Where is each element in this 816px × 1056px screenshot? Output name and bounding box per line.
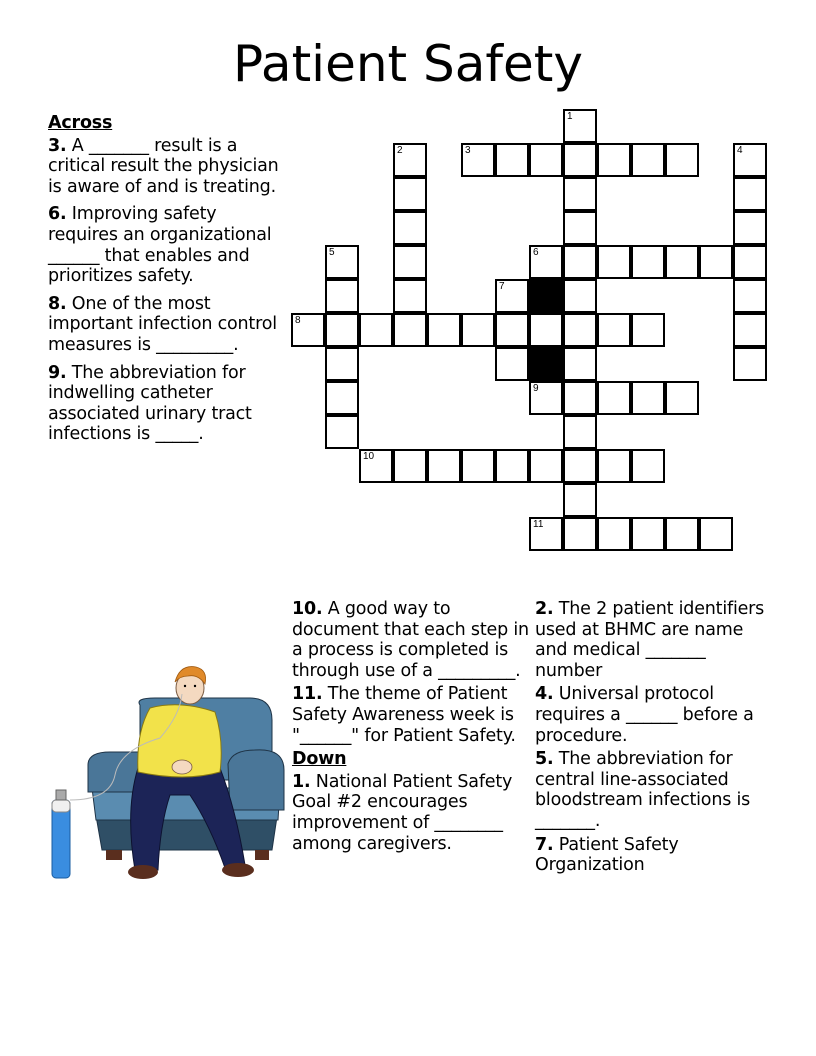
grid-cell[interactable]: [291, 313, 325, 347]
across-clues-column: [48, 113, 288, 452]
grid-cell[interactable]: [563, 245, 597, 279]
clue-number-label: 7: [499, 281, 505, 292]
grid-cell[interactable]: [427, 313, 461, 347]
clue-number-label: 11: [533, 519, 544, 530]
grid-cell[interactable]: [393, 245, 427, 279]
grid-cell[interactable]: [597, 381, 631, 415]
grid-cell[interactable]: [733, 313, 767, 347]
grid-cell[interactable]: [665, 245, 699, 279]
grid-cell[interactable]: [529, 517, 563, 551]
clues-right-column: [535, 599, 775, 879]
clue-across-6: 6. Improving safety requires an organizational ______ that enables and prioritizes safety.: [48, 204, 272, 287]
clue-number-label: 6: [533, 247, 539, 258]
grid-cell[interactable]: [733, 347, 767, 381]
grid-cell[interactable]: [495, 449, 529, 483]
grid-cell[interactable]: [495, 143, 529, 177]
grid-cell[interactable]: [699, 245, 733, 279]
grid-cell[interactable]: [427, 449, 461, 483]
grid-cell[interactable]: [631, 143, 665, 177]
clue-down-2: 2. The 2 patient identifiers used at BHMC are name and medical _______ number: [535, 599, 765, 681]
clue-across-11: 11. The theme of Patient Safety Awareness week is "______" for Patient Safety.: [292, 684, 516, 746]
grid-cell[interactable]: [733, 177, 767, 211]
clues-middle-column: [292, 599, 532, 857]
grid-cell[interactable]: [563, 347, 597, 381]
grid-cell[interactable]: [393, 449, 427, 483]
grid-cell[interactable]: [563, 177, 597, 211]
clue-down-7: 7. Patient Safety Organization: [535, 834, 679, 876]
grid-cell[interactable]: [529, 381, 563, 415]
grid-cell[interactable]: [665, 381, 699, 415]
clue-across-10: 10. A good way to document that each step in a process is completed is through use of a _________.: [292, 599, 529, 681]
clue-number-label: 9: [533, 383, 539, 394]
grid-cell[interactable]: [631, 245, 665, 279]
grid-cell[interactable]: [597, 313, 631, 347]
clue-across-9: 9. The abbreviation for indwelling catheter associated urinary tract infections is _____.: [48, 362, 252, 445]
grid-cell[interactable]: [529, 245, 563, 279]
clue-number-label: 10: [363, 451, 375, 462]
grid-cell[interactable]: [563, 449, 597, 483]
grid-cell[interactable]: [563, 211, 597, 245]
grid-cell[interactable]: [631, 517, 665, 551]
clue-number-label: 1: [567, 111, 573, 122]
grid-cell[interactable]: [597, 245, 631, 279]
crossword-grid: [292, 110, 768, 552]
clue-number-label: 5: [329, 247, 335, 258]
grid-cell[interactable]: [325, 347, 359, 381]
page-title: Patient Safety: [233, 35, 583, 93]
clue-number-label: 2: [397, 145, 403, 156]
clue-down-1: 1. National Patient Safety Goal #2 encourages improvement of ________ among caregivers.: [292, 771, 513, 854]
grid-cell[interactable]: [393, 177, 427, 211]
grid-cell[interactable]: [563, 517, 597, 551]
grid-cell[interactable]: [359, 313, 393, 347]
grid-cell[interactable]: [631, 313, 665, 347]
clue-number-label: 3: [465, 145, 471, 156]
grid-cell[interactable]: [665, 143, 699, 177]
grid-cell[interactable]: [393, 211, 427, 245]
grid-cell[interactable]: [665, 517, 699, 551]
grid-cell[interactable]: [597, 143, 631, 177]
grid-cell[interactable]: [393, 313, 427, 347]
grid-cell[interactable]: [393, 143, 427, 177]
clue-down-4: 4. Universal protocol requires a ______ before a procedure.: [535, 684, 754, 746]
grid-cell[interactable]: [563, 381, 597, 415]
grid-cell[interactable]: [359, 449, 393, 483]
grid-cell[interactable]: [733, 211, 767, 245]
clue-across-8: 8. One of the most important infection control measures is _________.: [48, 293, 277, 355]
grid-cell[interactable]: [563, 109, 597, 143]
grid-cell[interactable]: [529, 449, 563, 483]
clue-number-label: 4: [737, 145, 743, 156]
grid-cell[interactable]: [461, 143, 495, 177]
grid-cell[interactable]: [529, 143, 563, 177]
down-heading: Down: [292, 749, 347, 770]
grid-cell[interactable]: [461, 449, 495, 483]
grid-cell[interactable]: [325, 279, 359, 313]
grid-cell[interactable]: [597, 517, 631, 551]
across-heading: Across: [48, 113, 113, 133]
grid-cell[interactable]: [393, 279, 427, 313]
grid-cell[interactable]: [733, 279, 767, 313]
clue-number-label: 8: [295, 315, 301, 326]
clue-across-3: 3. A _______ result is a critical result the physician is aware of and is treating.: [48, 135, 279, 197]
clue-down-5: 5. The abbreviation for central line-associated bloodstream infections is _______.: [535, 749, 751, 831]
grid-cell[interactable]: [631, 381, 665, 415]
grid-cell[interactable]: [563, 143, 597, 177]
patient-in-armchair-illustration: [40, 660, 290, 890]
black-cell: [529, 279, 563, 313]
grid-cell[interactable]: [325, 415, 359, 449]
grid-cell[interactable]: [563, 483, 597, 517]
grid-cell[interactable]: [597, 449, 631, 483]
grid-cell[interactable]: [563, 279, 597, 313]
grid-cell[interactable]: [495, 313, 529, 347]
grid-cell[interactable]: [461, 313, 495, 347]
grid-cell[interactable]: [325, 245, 359, 279]
grid-cell[interactable]: [733, 143, 767, 177]
grid-cell[interactable]: [529, 313, 563, 347]
grid-cell[interactable]: [563, 313, 597, 347]
grid-cell[interactable]: [325, 313, 359, 347]
grid-cell[interactable]: [325, 381, 359, 415]
grid-cell[interactable]: [495, 279, 529, 313]
grid-cell[interactable]: [699, 517, 733, 551]
grid-cell[interactable]: [495, 347, 529, 381]
grid-cell[interactable]: [563, 415, 597, 449]
grid-cell[interactable]: [733, 245, 767, 279]
grid-cell[interactable]: [631, 449, 665, 483]
black-cell: [529, 347, 563, 381]
